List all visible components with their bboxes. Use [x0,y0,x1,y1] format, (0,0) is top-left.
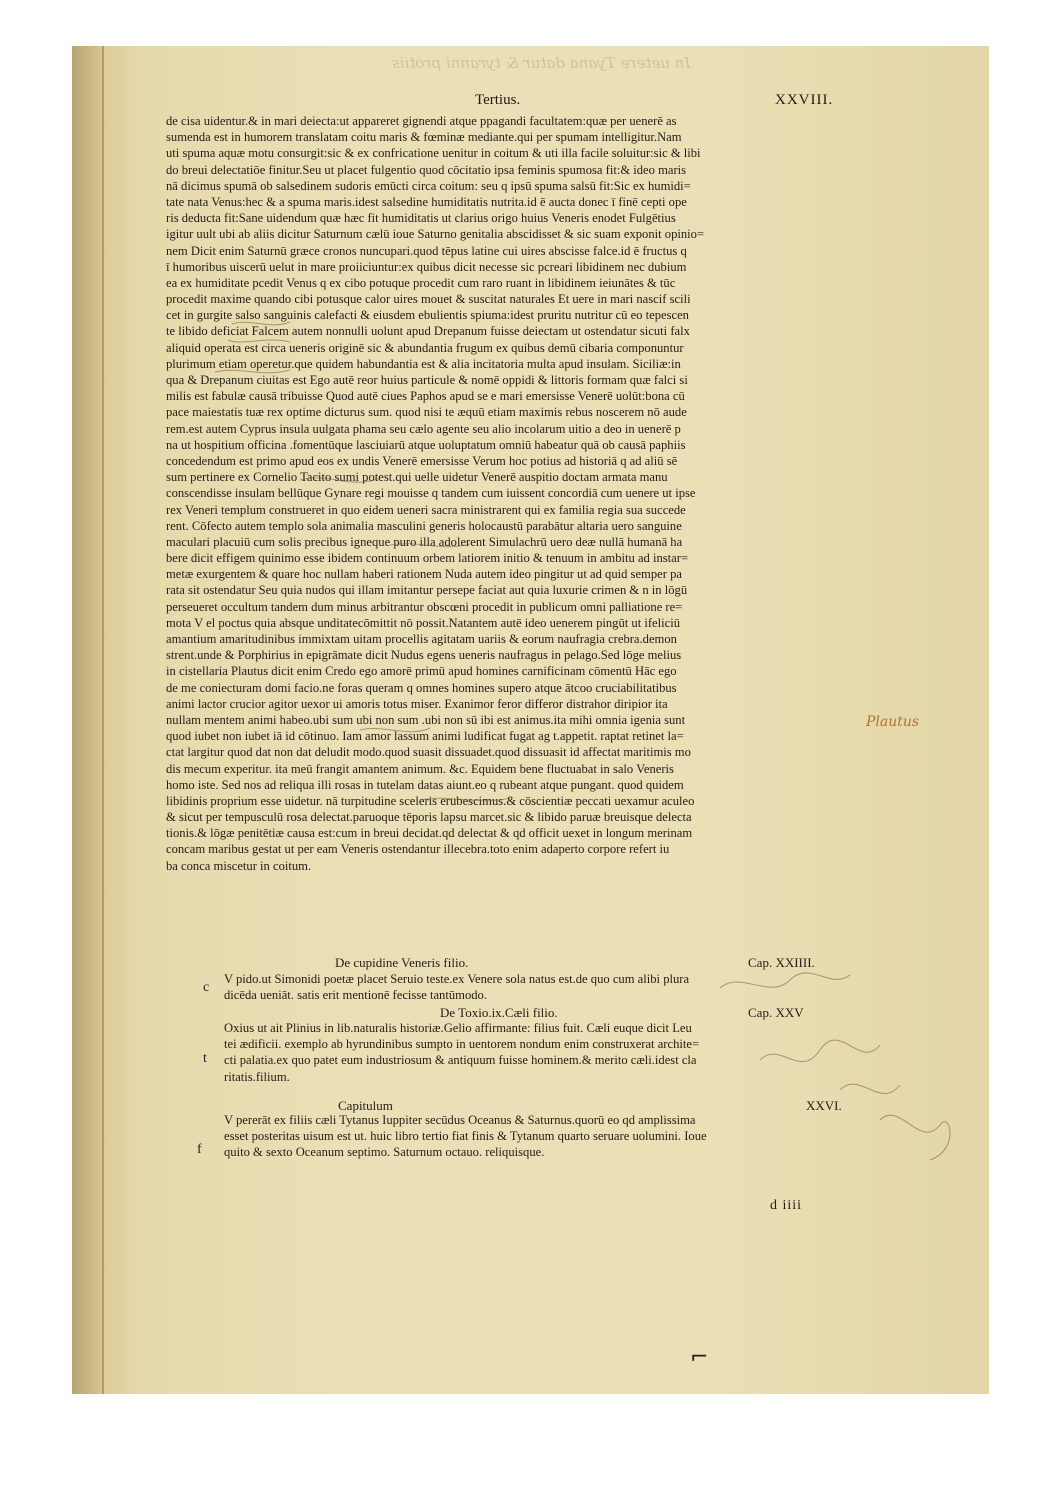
text-line: cet in gurgite salso sanguinis calefacti & eiusdem ebulientis spiuma:idest pruritu nutritur cū eo tepescen [166,308,689,323]
chapter-heading: Capitulum [338,1098,393,1113]
text-line: ctat largitur quod dat non dat deludit modo.quod suasit dissuadet.quod dissuasit id affectat maritimis mo [166,745,691,760]
initial-guide-letter: t [203,1051,207,1066]
text-line: tate nata Venus:hec & a spuma maris.idest salsedine humiditatis nutrita.id ē aucta donec ī finē cepti ope [166,194,687,209]
folio-number: XXVIII. [775,92,834,108]
text-line: ritatis.filium. [224,1069,290,1084]
text-line: aliquid operata est circa ueneris originē sic & abundantia frugum ex quibus demū cibaria componuntur [166,340,684,355]
text-line: strent.unde & Porphirius in epigrāmate dicit Nudus egens ueneris naufragus in pelago.Sed lōge melius [166,648,682,663]
text-line: ea ex humiditate pcedit Venus q ex cibo potuque procedit cum raro ruant in libidinem ieiunātes & tūc [166,275,676,290]
text-line: dicēda ueniāt. satis erit mentionē fecisse tantūmodo. [224,988,487,1003]
text-line: animi lactor crucior agitor uexor ui amoris totus miser. Exanimor feror differor distrahor diripior ita [166,696,668,711]
text-line: libidinis proprium esse uidetur. nā turpitudine sceleris erubescimus.& cōscientiæ peccati uexamur aculeo [166,793,695,808]
bleed-through-text: In uetere Tyana datur & tyranni protiis [392,54,691,72]
text-line: de cisa uidentur.& in mari deiecta:ut appareret gignendi atque ppagandi facultatem:quæ per uenerē as [166,114,677,128]
text-line: nem Dicit enim Saturnū græce cronos nuncupari.quod tēpus latine cui uires abscisse falce.id ē fructus q [166,243,687,258]
signature-mark: d iiii [770,1198,803,1213]
text-line: sumenda est in humorem translatam coitu maris & fœminæ mediante.qui per spumam intelligitur.Nam [166,130,682,145]
text-line: maculari placuiū cum solis precibus igneque puro illa adolerent Simulachrū uero deæ nullā humanā ha [166,534,683,549]
initial-guide-letter: c [203,980,210,995]
chapter-number: XXVI. [806,1098,842,1113]
marginal-annotation-plautus: Plautus [866,714,920,730]
initial-guide-letter: f [197,1142,202,1157]
text-line: esset posteritas uisum est ut. huic libro tertio fiat finis & Tytanum quarto seruare uolumini. Ioue [224,1129,707,1144]
chapter-number: Cap. XXV [748,1005,804,1020]
text-line: ba conca miscetur in coitum. [166,858,312,873]
main-text-block [166,113,866,874]
text-line: V pererāt ex filiis cæli Tytanus Iuppiter secūdus Oceanus & Saturnus.quorū eo qd amplissima [224,1113,696,1127]
text-line: te libido deficiat Falcem autem nonnulli uolunt apud Drepanum fuisse deiectam ut ostendatur sicuti falx [166,324,690,339]
text-line: rent. Cōfecto autem templo sola animalia masculini generis holocaustū parabātur altaria uero sanguine [166,518,682,533]
text-line: sum pertinere ex Cornelio Tacito sumi potest.qui uelle uidetur Venerē auspitio doctam armata manu [166,470,668,485]
text-line: mota V el poctus quia absque unditatecōmittit nō possit.Natantem autē ideo uenerem pingūt ut ifeliciū [166,615,681,630]
text-line: nā dicimus spumā ob salsedinem sudoris emūcti circa coitum: seu q ipsū spuma salsū fit:Sic ex humidi= [166,178,691,193]
text-line: dis mecum experitur. ita meū frangit amantem animum. &c. Equidem bene fluctuabat in salo Veneris [166,761,674,776]
text-line: pace maiestatis tuæ rex optime dicturus sum. quod nisi te æquū etiam maximis rebus noscerem nō aude [166,405,687,420]
text-line: uti spuma aquæ motu consurgit:sic & ex confricatione uenitur in coitum & uti illa facile soluitur:sic & libi [166,146,701,161]
text-line: procedit maxime quando cibi potusque calor uires mouet & suscitat naturales Et uere in mari nascif scili [166,292,691,307]
chapter-heading: De Toxio.ix.Cæli filio. [440,1005,558,1020]
chapter-text [224,1020,864,1085]
text-line: do breui delectatiōe finitur.Seu ut placet fulgentio quod cōcitatio ipsa feminis spumosa fit:& ideo maris [166,162,687,177]
text-line: tionis.& lōgæ penitētiæ causa est:cum in breui decidat.qd delectat & qd officit uexet in longum merinam [166,826,693,841]
bottom-mark: ⌐ [690,1345,709,1370]
text-line: igitur uult ubi ab aliis dicitur Saturnum cælū ioue Saturno genitalia abscidisset & sic suam exponit opinio= [166,227,705,242]
text-line: rata sit ostendatur Seu quia nudos qui illam imitantur persepe faciat aut quia luxurie crimen & n in lōgū [166,583,688,598]
text-line: tei ædificii. exemplo ab hyrundinibus sumpto in uentorem nondum enim construxerat archite= [224,1037,700,1052]
running-title: Tertius. [475,92,521,108]
text-line: milis est fabulæ causā tribuisse Quod autē ciues Paphos apud se e mari emersisse Venerē uolūt:bona cū [166,389,685,404]
text-line: amantium amaritudinibus immixtam uitam procellis agitatam uariis & eorum naufragia crebra.demon [166,632,677,646]
text-line: perseueret occultum tandem dum minus arbitrantur obscœni procedit in publicum omni palliatione re= [166,599,683,614]
text-line: na ut hospitium officina .fomentūque lasciuiarū atque uoluptatum omniū habeatur quā ob causā paphiis [166,437,686,452]
text-line: qua & Drepanum ciuitas est Ego autē reor huius particule & nomē oppidi & littoris formam quæ falci si [166,373,688,387]
text-line: homo iste. Sed nos ad reliqua illi rosas in tutelam datas aiunt.eo q rubeant atque pungant. quod quidem [166,777,684,792]
text-line: metæ exurgentem & quare hoc nullam haberi rationem Nuda autem ideo pingitur ut ad quid semper pa [166,567,682,582]
text-line: rem.est autem Cyprus insula uulgata phama seu cælo agente seu alio incolarum uitio a deo in uenerē p [166,421,681,436]
page-gutter [72,46,104,1394]
text-line: cti palatia.ex quo patet eum industriosum & antiquum fuisse hominem.& merito cæli.idest cla [224,1053,697,1068]
text-line: de me coniecturam domi facio.ne foras queram q omnes homines supero atque ātcoo cruciabilitatibus [166,680,677,695]
text-line: bere dicit effigem quinimo esse ibidem continuum orbem latiorem initio & tenuum in ambitu ad instar= [166,551,689,566]
chapter-text [224,971,864,1003]
text-line: ī humoribus uiscerū uelut in mare proiiciuntur:ex quibus dicit necesse sic pcreari libidinem nec dubium [166,259,687,274]
text-line: quod iubet non iubet iā id cōtinuo. Iam amor lassum animi ludificat fugat ag t.appetit. raptat retinet la= [166,729,684,744]
text-line: plurimum etiam operetur.que quidem habundantia est & alia incitatoria multa apud insulam. Siciliæ:in [166,356,681,371]
text-line: in cistellaria Plautus dicit enim Credo ego amorē primū apud homines carnificinam cōmentū Hāc ego [166,664,677,679]
gutter-edge-line [102,46,104,1394]
text-line: conscendisse insulam bellūque Gynare regi mouisse q tandem cum iuissent concordiā cum uenere ut ipse [166,486,696,501]
text-line: V pido.ut Simonidi poetæ placet Seruio teste.ex Venere sola natus est.de quo cum alibi plura [224,972,690,986]
text-line: & sicut per tempusculū rosa delectat.paruoque tēporis lapsu marcet.sic & libido paruæ breuisque delecta [166,810,692,825]
chapter-heading: De cupidine Veneris filio. [335,955,469,970]
text-line: rex Veneri templum construeret in quo eidem ueneri sacra ministrarent qui ex familia regia sua succede [166,502,686,517]
text-line: Oxius ut ait Plinius in lib.naturalis historiæ.Gelio affirmante: filius fuit. Cæli euque dicit Leu [224,1021,692,1035]
text-line: nullam mentem animi habeo.ubi sum ubi non sum .ubi non sū ibi est animus.ita mihi omnia igenia sunt [166,712,686,727]
chapter-text [224,1112,864,1161]
text-line: quito & sexto Oceanum septimo. Saturnum octauo. reliquisque. [224,1145,545,1160]
chapter-number: Cap. XXIIII. [748,955,815,970]
text-line: ris deducta fit:Sane uidendum quæ hæc fit humiditatis ut clarius origo huius Veneris enodet Fulgētius [166,211,676,226]
text-line: concam maribus gestat ut per eam Veneris ostendantur illecebra.toto enim adaperto corpore refert iu [166,842,670,857]
text-line: concedendum est primo apud eos ex undis Venerē emersisse Verum hoc potius ad historiā q ad aliū sē [166,453,678,468]
